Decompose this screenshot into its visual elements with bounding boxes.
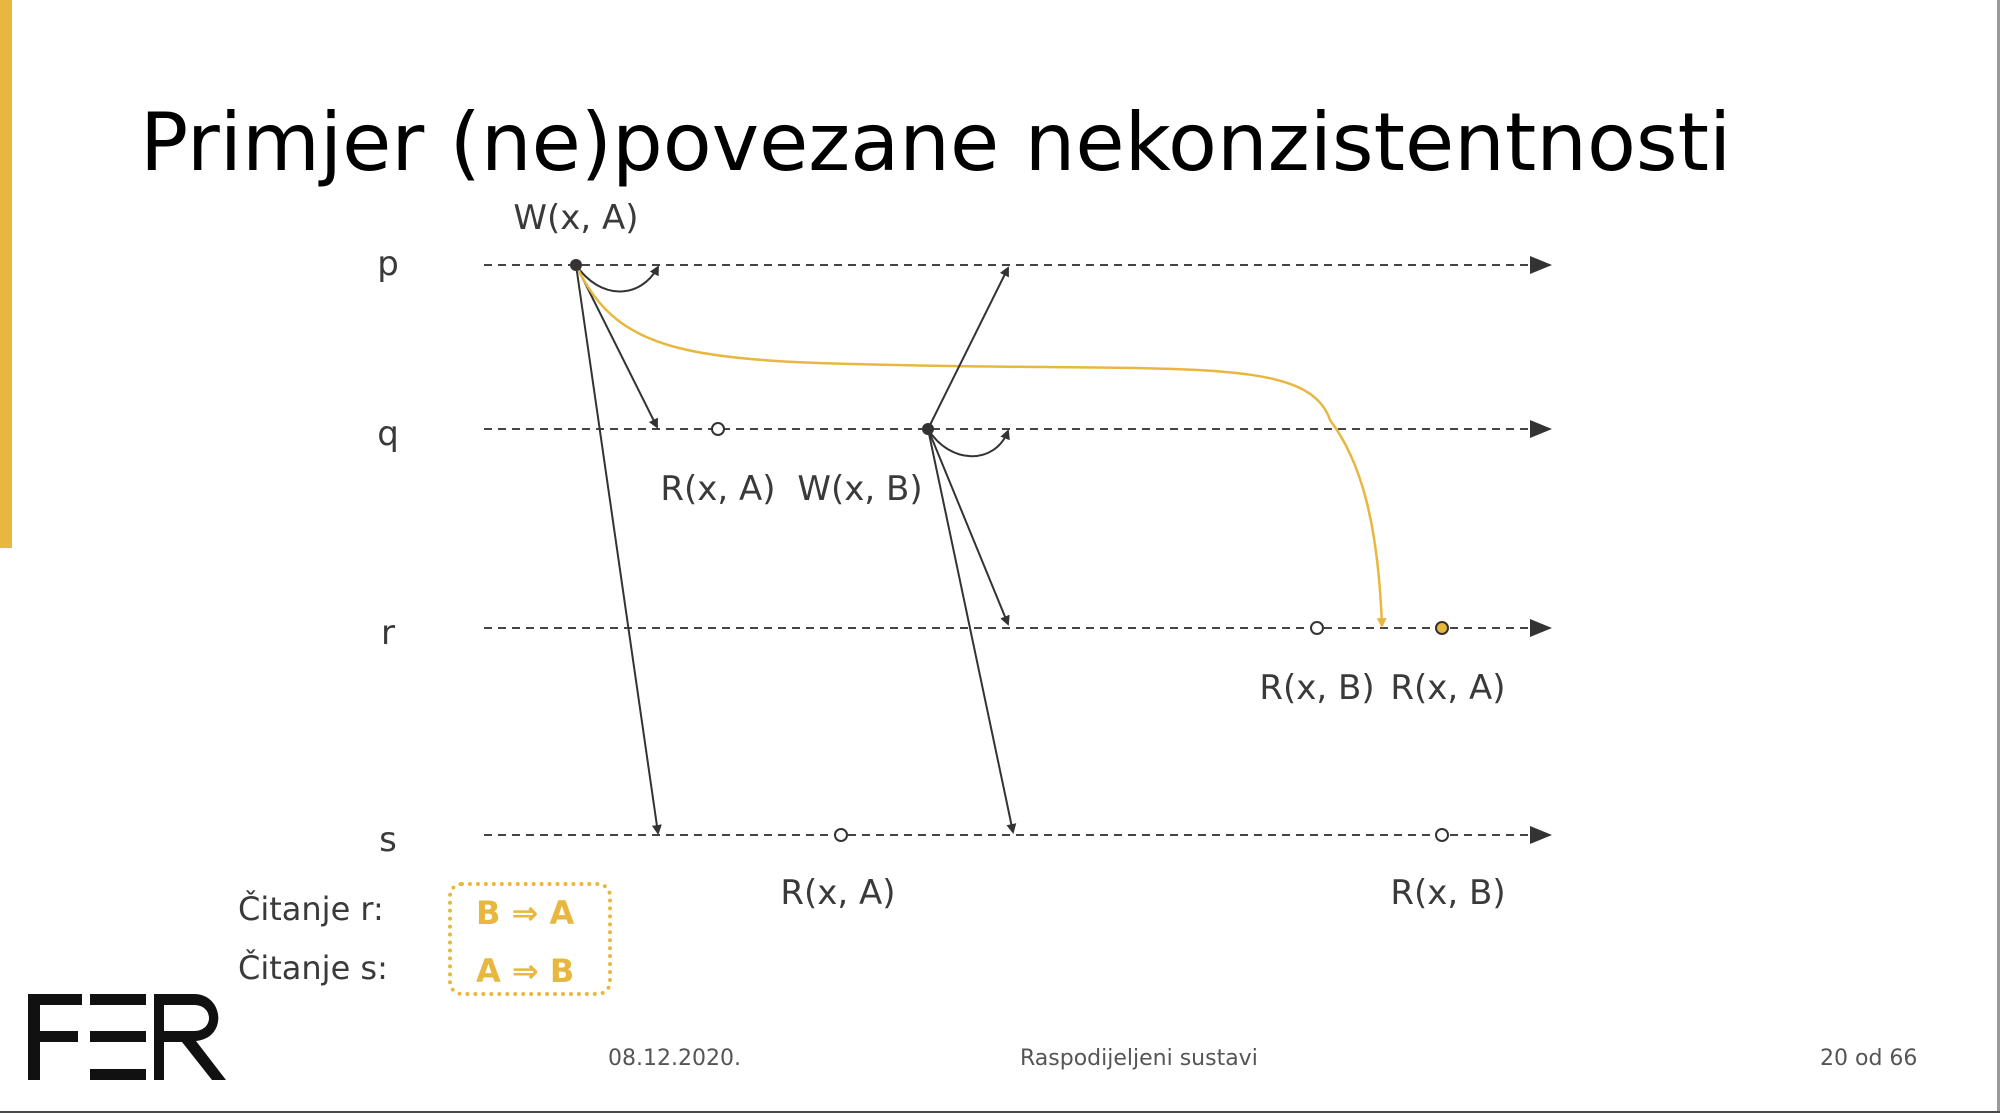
timeline-r <box>484 619 1552 637</box>
fer-logo <box>28 994 228 1080</box>
timeline-s <box>484 826 1552 844</box>
event-label-s-read-1: R(x, A) <box>780 873 896 913</box>
event-s-read-1 <box>835 829 847 841</box>
event-q-read <box>712 423 724 435</box>
footer-page-number: 20 od 66 <box>1820 1046 1918 1071</box>
event-r-read-1 <box>1311 622 1323 634</box>
event-label-q-read: R(x, A) <box>660 469 776 509</box>
reading-s-label: Čitanje s: <box>238 949 388 987</box>
event-s-read-2 <box>1436 829 1448 841</box>
process-label-s: s <box>379 820 397 860</box>
event-label-r-read-1: R(x, B) <box>1259 668 1375 708</box>
message-q-to-s <box>928 429 1013 832</box>
reading-sequences-box <box>448 882 612 996</box>
process-label-p: p <box>377 244 399 284</box>
reading-r-sequence: B ⇒ A <box>476 894 575 932</box>
message-q-to-r <box>928 429 1008 624</box>
event-r-read-2 <box>1436 622 1448 634</box>
message-q-to-p <box>928 268 1008 429</box>
slide-title: Primjer (ne)povezane nekonzistentnosti <box>140 96 1732 189</box>
event-label-p-write: W(x, A) <box>513 198 639 238</box>
event-label-q-write: W(x, B) <box>797 469 923 509</box>
timeline-q <box>484 420 1552 438</box>
process-label-r: r <box>381 613 395 653</box>
footer-date: 08.12.2020. <box>608 1046 741 1071</box>
timeline-p <box>484 256 1552 274</box>
event-p-write <box>570 259 582 271</box>
event-label-r-read-2: R(x, A) <box>1390 668 1506 708</box>
message-p-to-r-highlighted <box>576 265 1382 626</box>
process-label-q: q <box>377 414 399 454</box>
event-q-write <box>922 423 934 435</box>
event-label-s-read-2: R(x, B) <box>1390 873 1506 913</box>
message-p-to-s <box>576 265 658 833</box>
reading-s-sequence: A ⇒ B <box>476 952 575 990</box>
reading-r-label: Čitanje r: <box>238 890 384 928</box>
footer-course: Raspodijeljeni sustavi <box>1020 1046 1258 1071</box>
self-loop-q <box>928 429 1008 456</box>
